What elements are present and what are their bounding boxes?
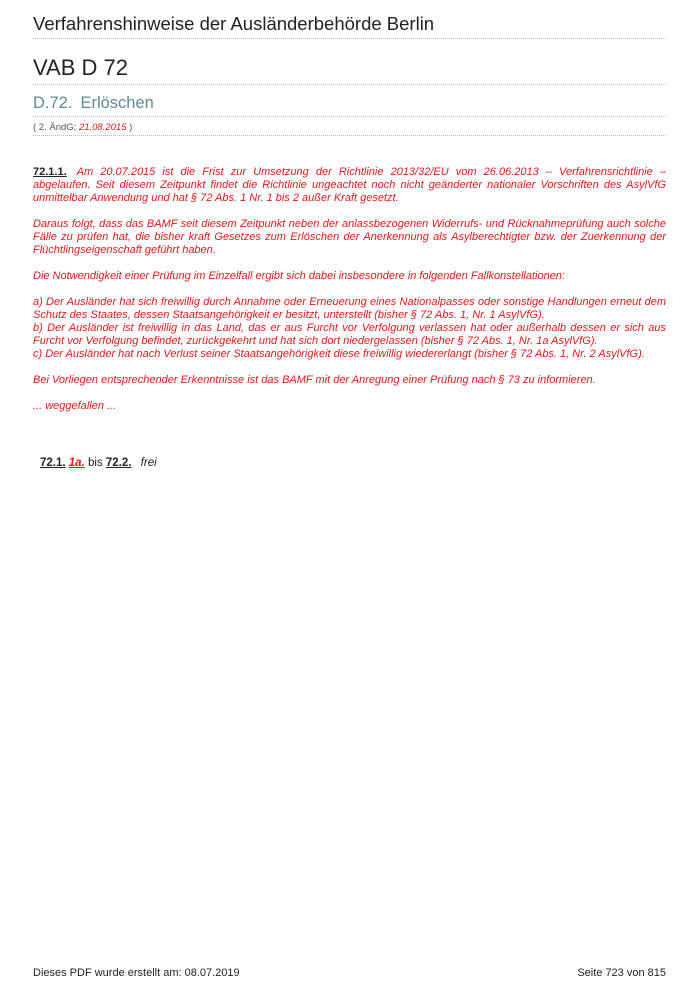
range-status: frei xyxy=(140,457,157,469)
section-title: Erlöschen xyxy=(80,94,154,112)
footer-page-number: Seite 723 von 815 xyxy=(577,967,666,979)
footer-created-date: Dieses PDF wurde erstellt am: 08.07.2019 xyxy=(33,967,240,979)
paragraph-case-intro: Die Notwendigkeit einer Prüfung im Einzelfall ergibt sich dabei insbesondere in folgenden Fallkonstellationen: xyxy=(33,270,565,282)
section-range-line xyxy=(40,456,157,470)
range-connector: bis xyxy=(87,457,103,469)
paragraph-number[interactable]: 72.1.1. xyxy=(33,166,67,178)
paragraph-bamf-info: Bei Vorliegen entsprechender Erkenntnisse ist das BAMF mit der Anregung einer Prüfung nach § 73 zu informieren. xyxy=(33,374,596,386)
amendment-label: ( 2. ÄndG; xyxy=(33,122,79,133)
section-number: D.72. xyxy=(33,94,73,112)
main-content xyxy=(33,166,666,426)
case-item-c: c) Der Ausländer hat nach Verlust seiner Staatsangehörigkeit diese freiwillig wiedererlangt (bisher § 72 Abs. 1, Nr. 2 AsylVfG). xyxy=(33,348,645,360)
amendment-close: ) xyxy=(126,122,133,133)
paragraph-removed: ... weggefallen ... xyxy=(33,400,117,412)
site-title: Verfahrenshinweise der Ausländerbehörde Berlin xyxy=(33,12,666,39)
paragraph-bamf-duty: Daraus folgt, dass das BAMF seit diesem Zeitpunkt neben der anlassbezogenen Widerrufs- und Rücknahmeprüfung auch solche Fälle zu prüfen hat, die bisher kraft Gesetzes zum Erlöschen der Anerkennung als Asylberechtigter bzw. der Zuerkennung der Flüchtlingseigenschaft geführt haben. xyxy=(33,218,666,256)
section-heading xyxy=(33,93,666,117)
case-item-a: a) Der Ausländer hat sich freiwillig durch Annahme oder Erneuerung eines Nationalpasses oder sonstige Handlungen erneut dem Schutz des Staates, dessen Staatsangehörigkeit er besitzt, unterstellt (bisher § 72 Abs. 1, Nr. 1 AsylVfG). xyxy=(33,296,666,321)
amendment-note xyxy=(33,121,666,136)
amendment-date: 21.08.2015 xyxy=(78,122,127,133)
range-start-link[interactable]: 72.1. xyxy=(40,457,66,469)
range-start-suffix-link[interactable]: 1a. xyxy=(68,457,85,469)
document-title: VAB D 72 xyxy=(33,54,666,85)
paragraph-72-1-1 xyxy=(33,166,666,205)
paragraph-text: Am 20.07.2015 ist die Frist zur Umsetzung der Richtlinie 2013/32/EU vom 26.06.2013 – Verfahrensrichtlinie – abgelaufen. Seit diesem Zeitpunkt findet die Richtlinie ungeachtet noch nicht geänderter nationaler Vorschriften des AsylVfG unmittelbar Anwendung und hat § 72 Abs. 1 Nr. 1 bis 2 außer Kraft gesetzt. xyxy=(33,166,666,204)
range-end-link[interactable]: 72.2. xyxy=(105,457,132,469)
case-item-b: b) Der Ausländer ist freiwillig in das Land, das er aus Furcht vor Verfolgung verlassen hat oder außerhalb dessen er sich aus Furcht vor Verfolgung befindet, zurückgekehrt und hat sich dort niedergelassen (bisher § 72 Abs. 1, Nr. 1a AsylVfG). xyxy=(33,322,666,347)
